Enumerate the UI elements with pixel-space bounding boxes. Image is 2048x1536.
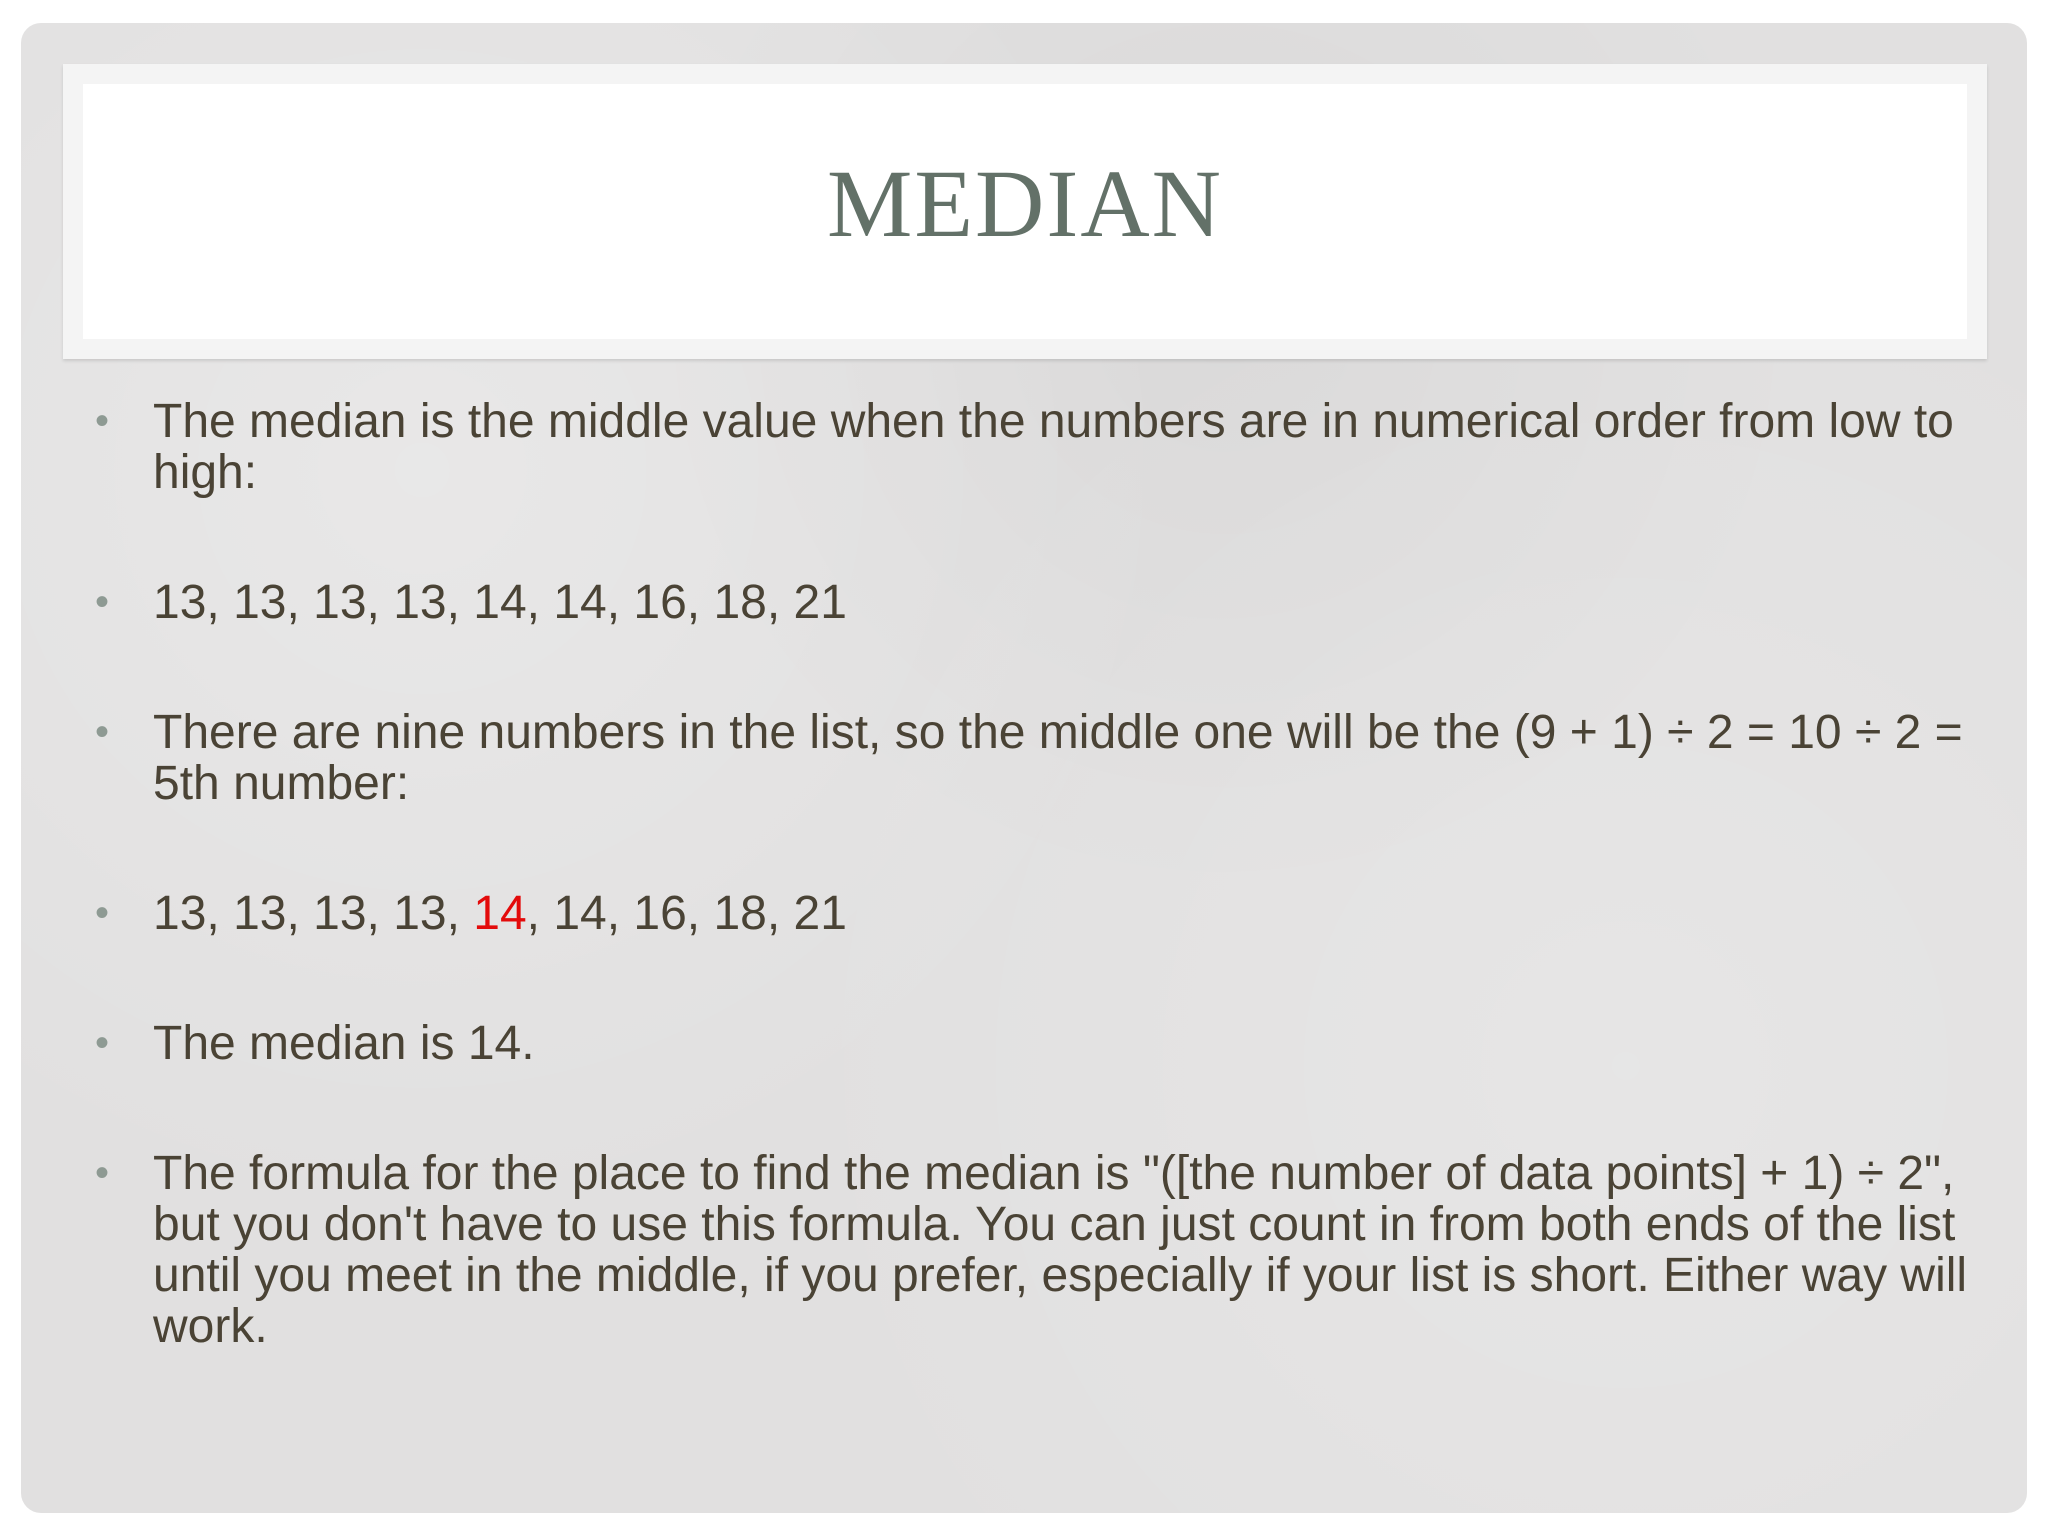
bullet-icon: • [95, 580, 110, 624]
title-frame [63, 64, 1987, 359]
bullet-text: There are nine numbers in the list, so the middle one will be the (9 + 1) ÷ 2 = 10 ÷ 2 = 5th number: [153, 706, 1963, 810]
bullet-text: 13, 13, 13, 13, 14, 14, 16, 18, 21 [153, 576, 847, 629]
bullet-icon: • [95, 891, 110, 935]
median-highlight: 14 [473, 887, 527, 940]
bullet-icon: • [95, 1151, 110, 1195]
bullet-item [75, 577, 2005, 628]
bullet-item [75, 1148, 2005, 1352]
bullet-icon: • [95, 399, 110, 443]
bullet-text: The median is the middle value when the numbers are in numerical order from low to high: [153, 395, 1954, 499]
title-box [83, 84, 1967, 339]
bullet-item [75, 707, 2005, 809]
bullet-text-before: 13, 13, 13, 13, [153, 887, 474, 940]
bullet-text: The median is 14. [153, 1017, 535, 1070]
bullet-icon: • [95, 710, 110, 754]
bullet-text-after: , 14, 16, 18, 21 [526, 887, 847, 940]
bullet-item [75, 396, 2005, 498]
bullet-item [75, 1018, 2005, 1069]
bullet-text: The formula for the place to find the median is "([the number of data points] + 1) ÷ 2", but you don't have to use this formula. You can just count in from both ends of the list until you meet in the middle, if you prefer, especially if your list is short. Either way will work. [153, 1147, 1968, 1353]
bullet-item [75, 888, 2005, 939]
slide-title: MEDIAN [827, 150, 1223, 257]
slide [21, 23, 2027, 1513]
slide-body [75, 396, 2005, 1431]
bullet-icon: • [95, 1021, 110, 1065]
